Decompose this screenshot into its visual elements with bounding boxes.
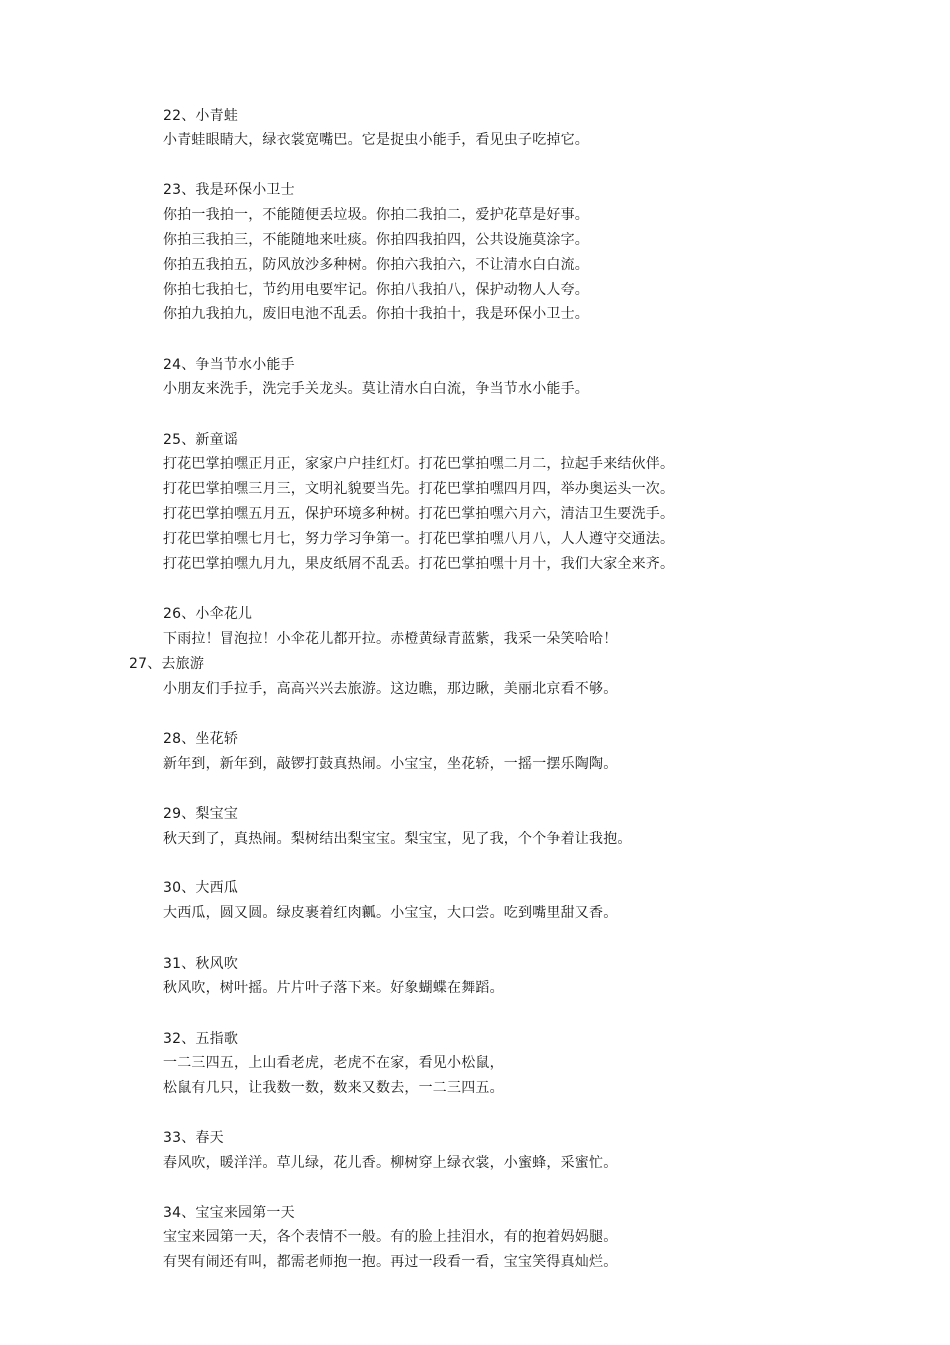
poem-line: 秋天到了，真热闹。梨树结出梨宝宝。梨宝宝，见了我，个个争着让我抱。 bbox=[163, 831, 632, 847]
poem-line: 你拍七我拍七，节约用电要牢记。你拍八我拍八，保护动物人人夸。 bbox=[163, 282, 589, 298]
poem-line: 下雨拉！冒泡拉！小伞花儿都开拉。赤橙黄绿青蓝紫，我采一朵笑哈哈！ bbox=[163, 631, 618, 647]
poem-title: 27、去旅游 bbox=[129, 656, 205, 672]
poem-title: 31、秋风吹 bbox=[163, 956, 239, 972]
poem-line: 打花巴掌拍嘿五月五，保护环境多种树。打花巴掌拍嘿六月六，清洁卫生要洗手。 bbox=[163, 506, 675, 522]
poem-title: 33、春天 bbox=[163, 1130, 224, 1146]
poem-line: 打花巴掌拍嘿七月七，努力学习争第一。打花巴掌拍嘿八月八，人人遵守交通法。 bbox=[163, 531, 675, 547]
poem-line: 小朋友们手拉手，高高兴兴去旅游。这边瞧，那边瞅，美丽北京看不够。 bbox=[163, 681, 618, 697]
poem-line: 打花巴掌拍嘿正月正，家家户户挂红灯。打花巴掌拍嘿二月二，拉起手来结伙伴。 bbox=[163, 456, 675, 472]
poem-line: 小青蛙眼睛大，绿衣裳宽嘴巴。它是捉虫小能手，看见虫子吃掉它。 bbox=[163, 132, 589, 148]
poem-title: 30、大西瓜 bbox=[163, 880, 239, 896]
poem-title: 28、坐花轿 bbox=[163, 731, 239, 747]
poem-line: 有哭有闹还有叫，都需老师抱一抱。再过一段看一看，宝宝笑得真灿烂。 bbox=[163, 1254, 618, 1270]
poem-title: 25、新童谣 bbox=[163, 432, 239, 448]
poem-line: 打花巴掌拍嘿九月九，果皮纸屑不乱丢。打花巴掌拍嘿十月十，我们大家全来齐。 bbox=[163, 556, 675, 572]
poem-line: 小朋友来洗手，洗完手关龙头。莫让清水白白流，争当节水小能手。 bbox=[163, 381, 589, 397]
poem-line: 你拍九我拍九，废旧电池不乱丢。你拍十我拍十，我是环保小卫士。 bbox=[163, 306, 589, 322]
poem-title: 32、五指歌 bbox=[163, 1031, 239, 1047]
poem-line: 你拍三我拍三，不能随地来吐痰。你拍四我拍四，公共设施莫涂字。 bbox=[163, 232, 589, 248]
poem-title: 22、小青蛙 bbox=[163, 108, 239, 124]
poem-title: 34、宝宝来园第一天 bbox=[163, 1205, 295, 1221]
poem-title: 29、梨宝宝 bbox=[163, 806, 239, 822]
poem-line: 松鼠有几只，让我数一数，数来又数去，一二三四五。 bbox=[163, 1080, 504, 1096]
poem-title: 23、我是环保小卫士 bbox=[163, 182, 295, 198]
poem-line: 你拍一我拍一，不能随便丢垃圾。你拍二我拍二，爱护花草是好事。 bbox=[163, 207, 589, 223]
poem-line: 你拍五我拍五，防风放沙多种树。你拍六我拍六，不让清水白白流。 bbox=[163, 257, 589, 273]
poem-title: 24、争当节水小能手 bbox=[163, 357, 295, 373]
poem-line: 大西瓜，圆又圆。绿皮裹着红肉瓤。小宝宝，大口尝。吃到嘴里甜又香。 bbox=[163, 905, 618, 921]
poem-line: 宝宝来园第一天，各个表情不一般。有的脸上挂泪水，有的抱着妈妈腿。 bbox=[163, 1229, 618, 1245]
poem-line: 新年到，新年到，敲锣打鼓真热闹。小宝宝，坐花轿，一摇一摆乐陶陶。 bbox=[163, 756, 618, 772]
poem-line: 一二三四五，上山看老虎，老虎不在家，看见小松鼠， bbox=[163, 1055, 504, 1071]
poem-line: 春风吹，暖洋洋。草儿绿，花儿香。柳树穿上绿衣裳，小蜜蜂，采蜜忙。 bbox=[163, 1155, 618, 1171]
poem-line: 秋风吹，树叶摇。片片叶子落下来。好象蝴蝶在舞蹈。 bbox=[163, 980, 504, 996]
poem-line: 打花巴掌拍嘿三月三，文明礼貌要当先。打花巴掌拍嘿四月四，举办奥运头一次。 bbox=[163, 481, 675, 497]
poem-title: 26、小伞花儿 bbox=[163, 606, 253, 622]
